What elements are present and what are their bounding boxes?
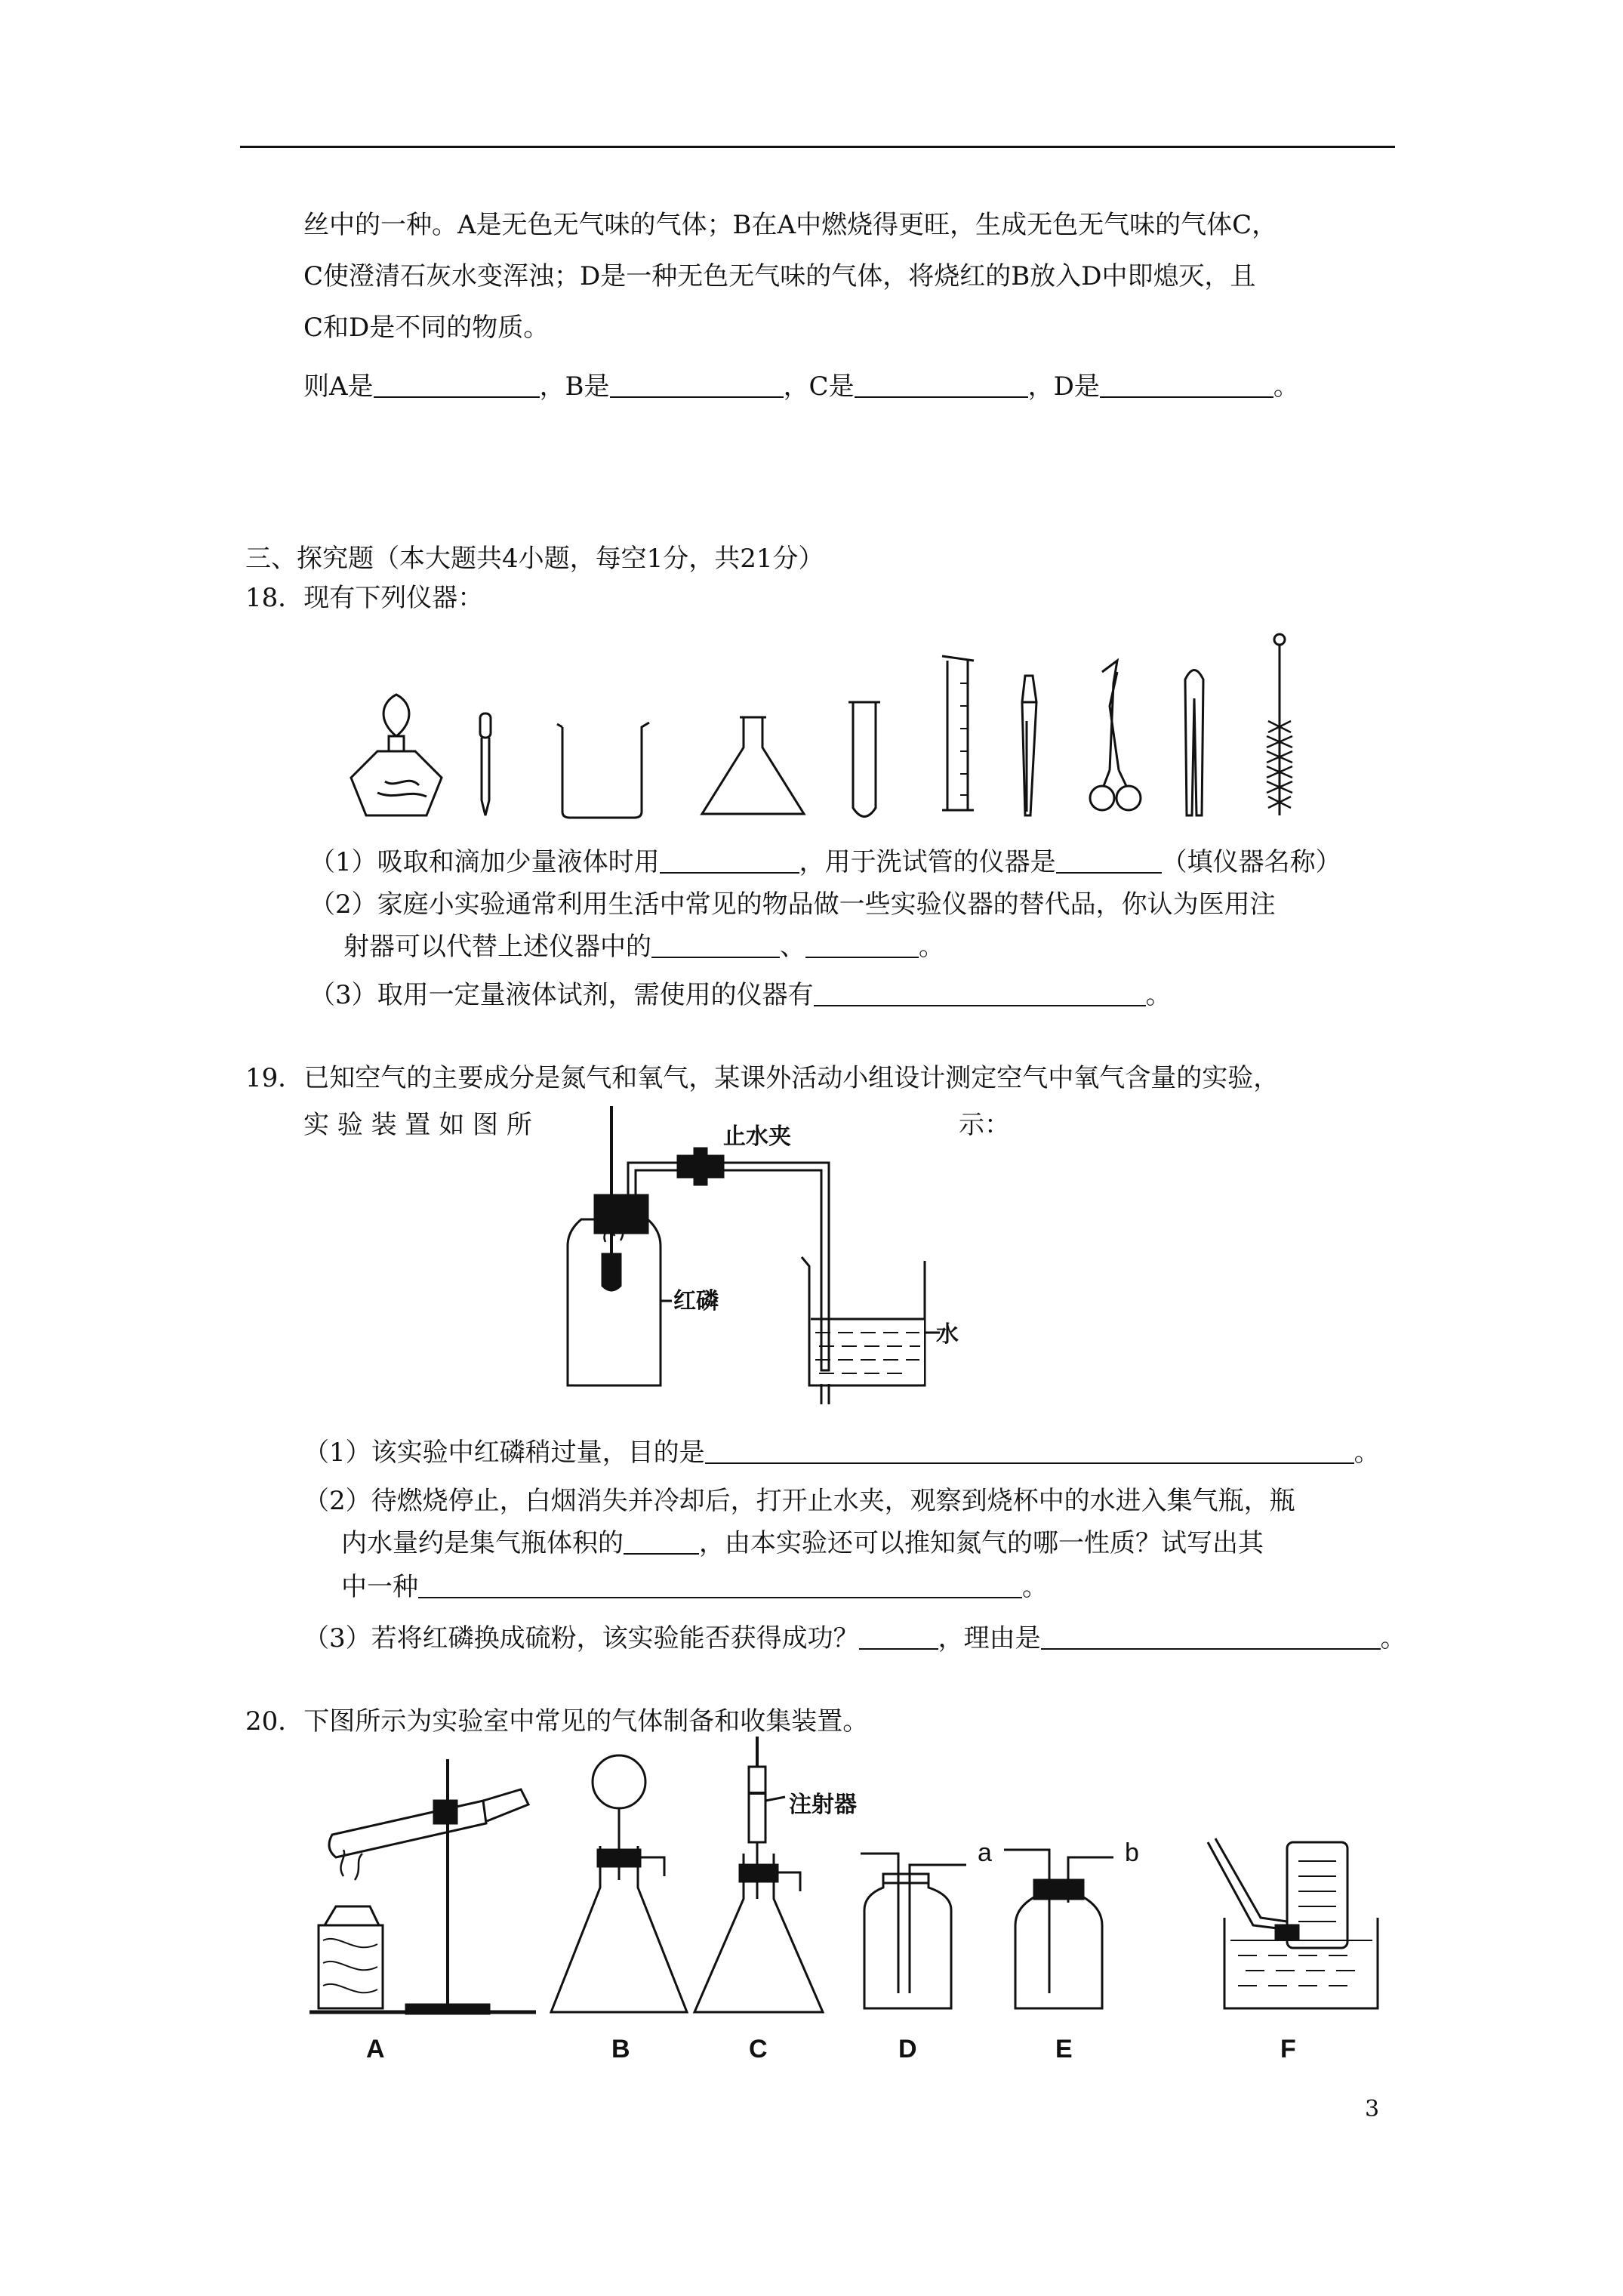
q17-blank-d[interactable] [1100,371,1273,398]
q18-p1-text-b: ，用于洗试管的仪器是 [799,847,1056,877]
apparatus-label-a: A [366,2035,385,2063]
q20-apparatus-figure [302,1737,1381,2069]
q20-stem: 20．下图所示为实验室中常见的气体制备和收集装置。 [245,1706,869,1737]
q19-blank-fraction[interactable] [624,1527,699,1555]
apparatus-e-icon [978,1838,1139,2008]
q17-answer-line [303,370,1299,403]
q17-blank-a[interactable] [374,371,540,398]
apparatus-b-icon [551,1755,687,2012]
q18-stem: 18．现有下列仪器： [245,583,484,613]
apparatus-label-f: F [1280,2035,1296,2063]
clamp-label: 止水夹 [723,1124,791,1149]
tweezers-icon [1185,670,1203,816]
q18-blank-brush[interactable] [1056,846,1162,874]
q18-blank-substitute-2[interactable] [805,931,919,958]
stopper-icon [595,1195,648,1233]
q18-p1-text-c: （填仪器名称） [1161,847,1341,877]
q19-part-2-line-2 [341,1527,1264,1560]
q17-label-a: 则A是 [303,371,374,402]
apparatus-label-b: B [611,2035,630,2063]
apparatus-label-c: C [749,2035,768,2063]
q19-p3-text-b: ，理由是 [938,1623,1041,1653]
q18-blank-dropper[interactable] [660,846,799,874]
section-title: 三、探究题（本大题共4小题，每空1分，共21分） [245,544,824,574]
q17-blank-b[interactable] [610,371,784,398]
q17-blank-c[interactable] [855,371,1028,398]
q19-p1-text-b: 。 [1354,1438,1380,1468]
q17-label-c: ，C是 [783,371,855,402]
combustion-spoon-icon [602,1254,621,1290]
apparatus-c-icon [694,1737,857,2012]
q18-instruments-figure [332,630,1351,827]
q19-part-1 [303,1436,1380,1469]
q18-p2-text-d: 。 [919,932,944,962]
q19-part-3 [303,1622,1406,1655]
apparatus-label-e: E [1055,2035,1073,2063]
dropper-icon [480,713,491,815]
test-tube-icon [848,702,880,817]
q19-p2-text-d: 中一种 [341,1572,418,1602]
q19-p2-text-b: 内水量约是集气瓶体积的 [341,1528,624,1558]
q18-part-2-line-1: （2）家庭小实验通常利用生活中常见的物品做一些实验仪器的替代品，你认为医用注 [310,889,1276,920]
q19-p2-text-c: ，由本实验还可以推知氮气的哪一性质？试写出其 [699,1528,1264,1558]
phosphorus-label: 红磷 [673,1289,719,1314]
q19-blank-purpose[interactable] [705,1437,1354,1464]
q19-apparatus-figure [559,1106,959,1393]
alcohol-lamp-icon [351,695,442,815]
q19-stem-line-2b: 示： [959,1110,1010,1140]
q17-line-2: C使澄清石灰水变浑浊；D是一种无色无气味的气体，将烧红的B放入D中即熄灭，且 [303,261,1256,291]
q19-blank-success[interactable] [859,1623,938,1650]
port-b-label: b [1125,1838,1139,1867]
test-tube-holder-icon [1022,676,1036,815]
q17-line-3: C和D是不同的物质。 [303,313,550,343]
q18-p2-text-b: 射器可以代替上述仪器中的 [343,932,651,962]
q18-p3-text-b: 。 [1145,980,1172,1010]
port-a-label: a [978,1838,992,1867]
q18-part-3 [310,978,1172,1012]
q19-stem-line-1: 19．已知空气的主要成分是氮气和氧气，某课外活动小组设计测定空气中氧气含量的实验， [245,1063,1280,1093]
q19-blank-nitrogen-property[interactable] [418,1571,1022,1598]
q19-part-2-line-3 [341,1570,1048,1604]
apparatus-a-icon [310,1759,536,2014]
q18-part-1 [310,846,1341,879]
apparatus-f-icon [1208,1838,1378,2008]
q19-stem-line-2a: 实 验 装 置 如 图 所 [303,1110,532,1140]
q19-blank-reason[interactable] [1041,1623,1381,1650]
test-tube-brush-icon [1267,634,1292,815]
q19-p3-text-c: 。 [1380,1623,1406,1653]
gas-jar-icon [568,1212,661,1385]
conical-flask-icon [702,717,804,814]
q18-p3-text-a: （3）取用一定量液体试剂，需使用的仪器有 [310,980,814,1010]
q17-label-d: ，D是 [1027,371,1100,402]
crucible-tongs-icon [1090,661,1141,810]
q18-blank-instruments[interactable] [814,979,1146,1006]
q19-p2-text-e: 。 [1022,1572,1048,1602]
q19-part-2-line-1: （2）待燃烧停止，白烟消失并冷却后，打开止水夹，观察到烧杯中的水进入集气瓶，瓶 [303,1486,1295,1516]
syringe-label: 注射器 [789,1792,857,1817]
q17-label-b: ，B是 [539,371,610,402]
q19-p3-text-a: （3）若将红磷换成硫粉，该实验能否获得成功？ [303,1623,859,1653]
q18-p1-text-a: （1）吸取和滴加少量液体时用 [310,847,660,877]
graduated-cylinder-icon [942,656,974,810]
q17-end: 。 [1273,371,1299,402]
q18-part-2-line-2 [343,930,944,963]
water-label: 水 [936,1322,959,1347]
beaker-icon [557,723,649,818]
page-number: 3 [1365,2096,1380,2122]
apparatus-label-d: D [898,2035,917,2063]
apparatus-d-icon [861,1854,966,2008]
q18-p2-text-c: 、 [780,932,805,962]
q18-blank-substitute-1[interactable] [651,931,780,958]
q19-p1-text-a: （1）该实验中红磷稍过量，目的是 [303,1438,705,1468]
q17-line-1: 丝中的一种。A是无色无气味的气体；B在A中燃烧得更旺，生成无色无气味的气体C， [303,210,1278,240]
header-rule [240,146,1395,148]
